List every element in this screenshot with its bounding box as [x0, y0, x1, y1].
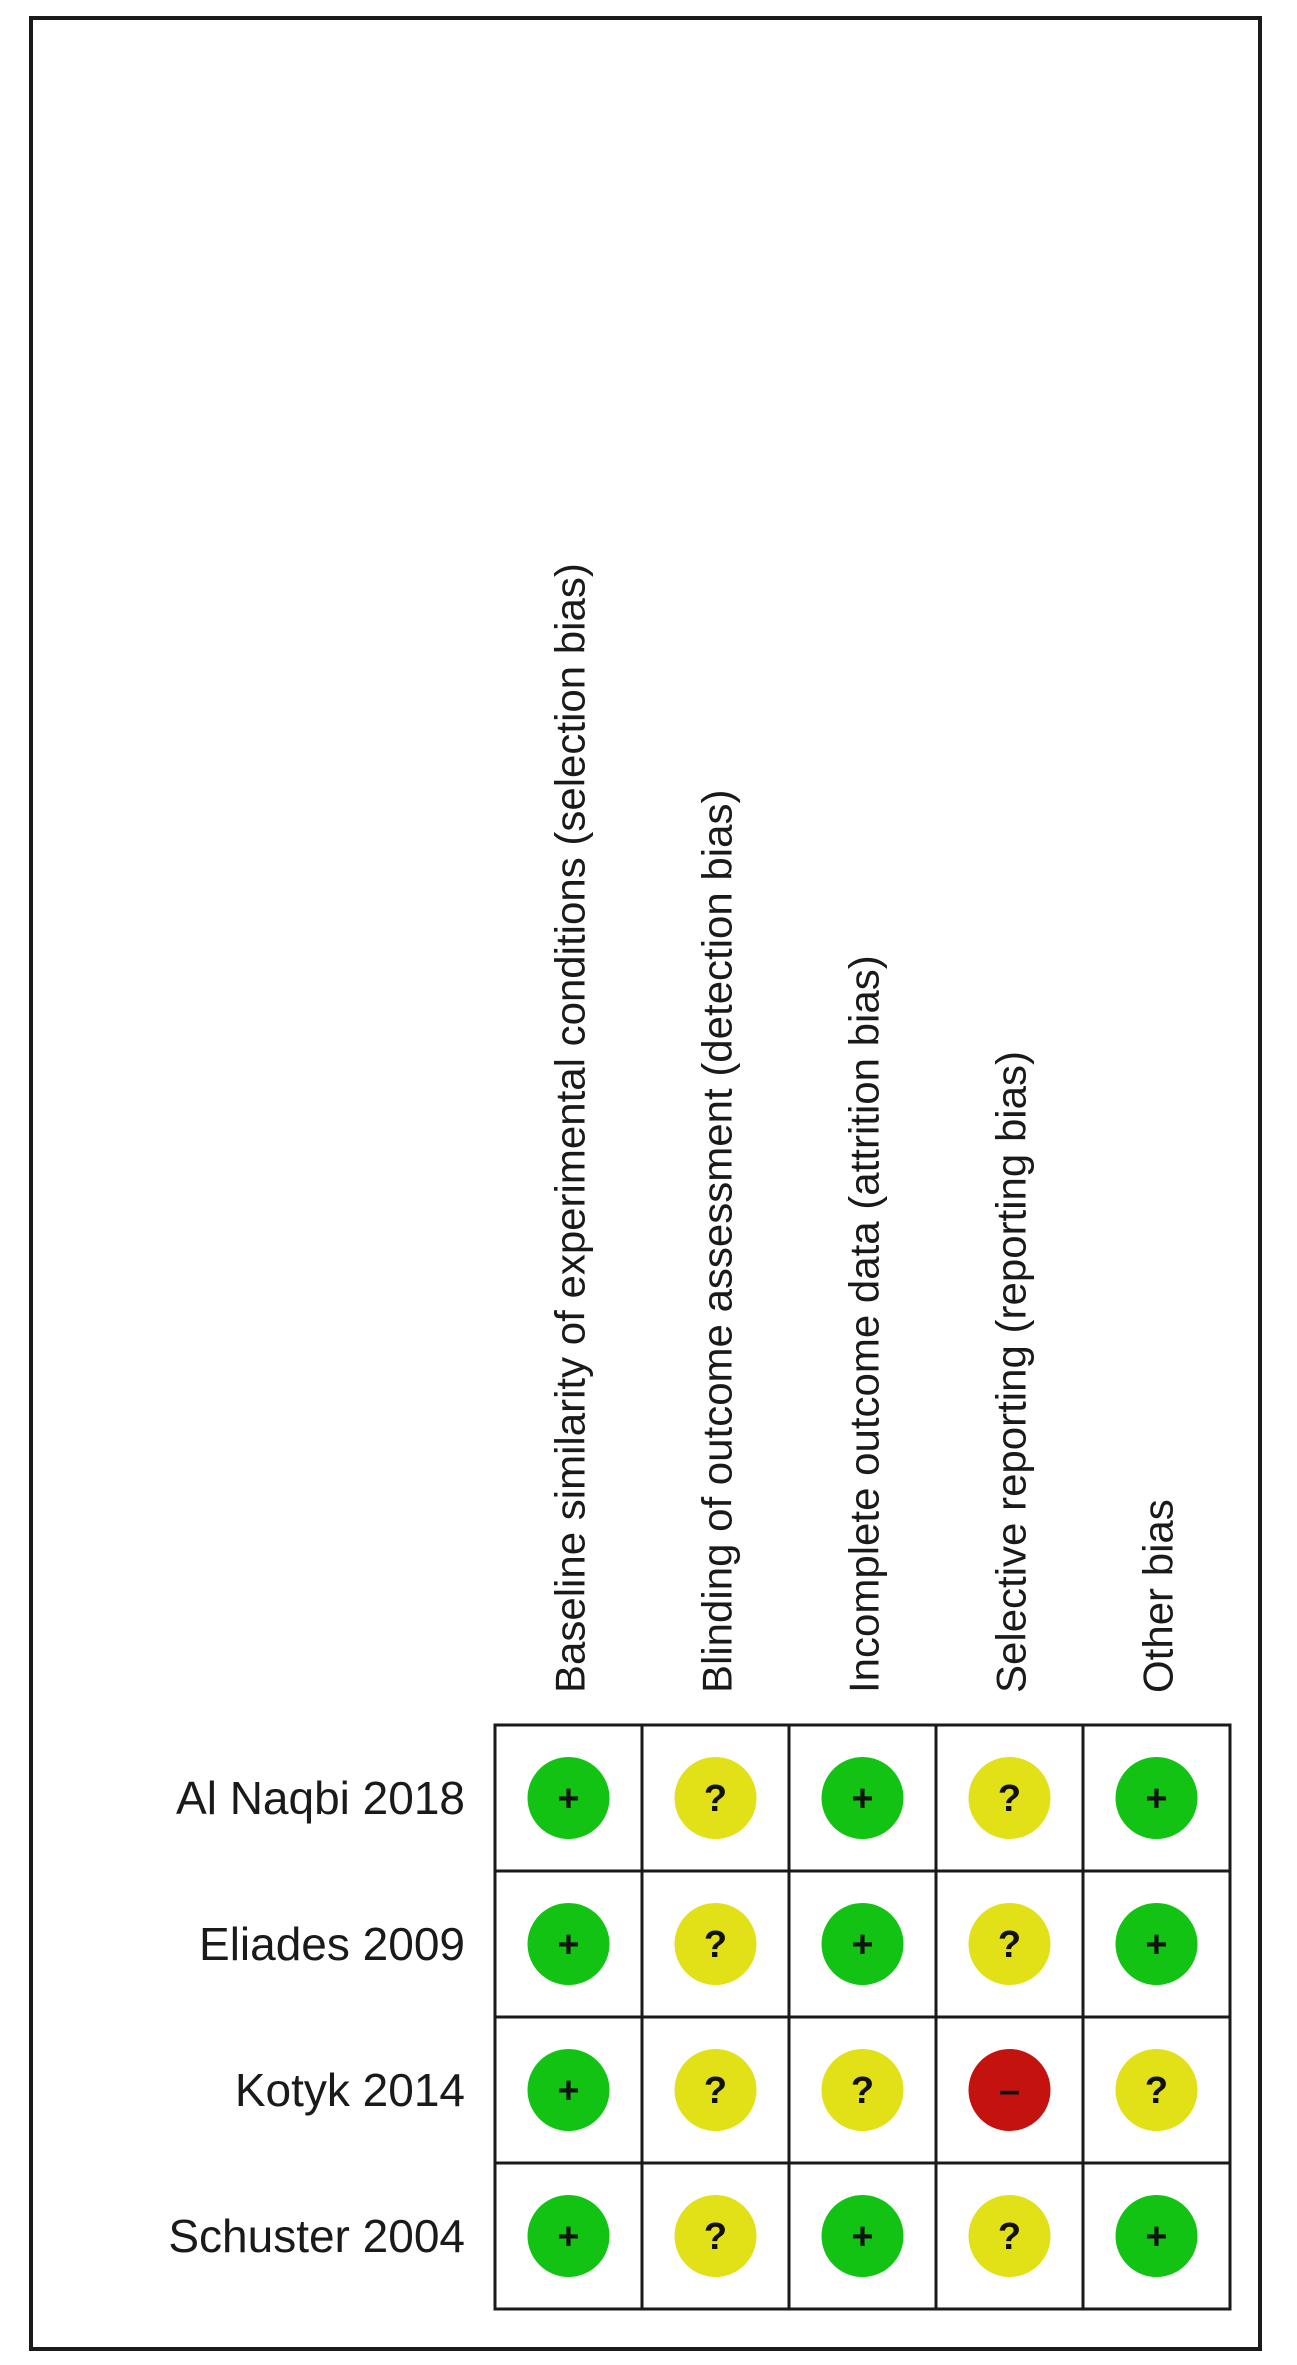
cell-other-row-4-low-risk [1116, 2195, 1198, 2277]
cell-selection-row-3-low-risk [528, 2049, 610, 2131]
row-label-eliades-2009: Eliades 2009 [199, 1918, 465, 1970]
column-label-attrition-bias: Incomplete outcome data (attrition bias) [840, 955, 888, 1693]
row-labels [168, 1772, 465, 2262]
cell-reporting-row-3-high-risk [969, 2049, 1051, 2131]
cell-detection-row-2-unclear-risk [675, 1903, 757, 1985]
unclear-risk-symbol: ? [703, 1778, 728, 1820]
low-risk-symbol: + [557, 1924, 580, 1966]
cell-attrition-row-3-unclear-risk [822, 2049, 904, 2131]
unclear-risk-symbol: ? [997, 2216, 1022, 2258]
low-risk-symbol: + [851, 2216, 874, 2258]
cell-detection-row-4-unclear-risk [675, 2195, 757, 2277]
unclear-risk-symbol: ? [703, 2216, 728, 2258]
unclear-risk-symbol: ? [703, 2070, 728, 2112]
cell-selection-row-4-low-risk [528, 2195, 610, 2277]
low-risk-symbol: + [1145, 1778, 1168, 1820]
cell-attrition-row-2-low-risk [822, 1903, 904, 1985]
cell-selection-row-2-low-risk [528, 1903, 610, 1985]
column-label-detection-bias: Blinding of outcome assessment (detection bias) [693, 789, 741, 1693]
low-risk-symbol: + [1145, 2216, 1168, 2258]
row-label-schuster-2004: Schuster 2004 [168, 2210, 465, 2262]
unclear-risk-symbol: ? [703, 1924, 728, 1966]
low-risk-symbol: + [557, 2070, 580, 2112]
cell-other-row-2-low-risk [1116, 1903, 1198, 1985]
low-risk-symbol: + [1145, 1924, 1168, 1966]
cell-detection-row-1-unclear-risk [675, 1757, 757, 1839]
high-risk-symbol: – [998, 2070, 1021, 2112]
column-label-selection-bias: Baseline similarity of experimental conditions (selection bias) [546, 563, 594, 1693]
unclear-risk-symbol: ? [997, 1778, 1022, 1820]
cell-attrition-row-1-low-risk [822, 1757, 904, 1839]
low-risk-symbol: + [851, 1924, 874, 1966]
cell-attrition-row-4-low-risk [822, 2195, 904, 2277]
cell-detection-row-3-unclear-risk [675, 2049, 757, 2131]
row-label-kotyk-2014: Kotyk 2014 [234, 2064, 465, 2116]
cell-selection-row-1-low-risk [528, 1757, 610, 1839]
cell-reporting-row-4-unclear-risk [969, 2195, 1051, 2277]
cell-reporting-row-2-unclear-risk [969, 1903, 1051, 1985]
row-label-al-naqbi-2018: Al Naqbi 2018 [176, 1772, 465, 1824]
low-risk-symbol: + [557, 1778, 580, 1820]
column-labels [547, 563, 1182, 1693]
cell-other-row-3-unclear-risk [1116, 2049, 1198, 2131]
column-label-other-bias: Other bias [1134, 1499, 1182, 1693]
cell-reporting-row-1-unclear-risk [969, 1757, 1051, 1839]
cell-other-row-1-low-risk [1116, 1757, 1198, 1839]
low-risk-symbol: + [557, 2216, 580, 2258]
unclear-risk-symbol: ? [850, 2070, 875, 2112]
low-risk-symbol: + [851, 1778, 874, 1820]
unclear-risk-symbol: ? [1144, 2070, 1169, 2112]
unclear-risk-symbol: ? [997, 1924, 1022, 1966]
column-label-reporting-bias: Selective reporting (reporting bias) [987, 1051, 1035, 1693]
